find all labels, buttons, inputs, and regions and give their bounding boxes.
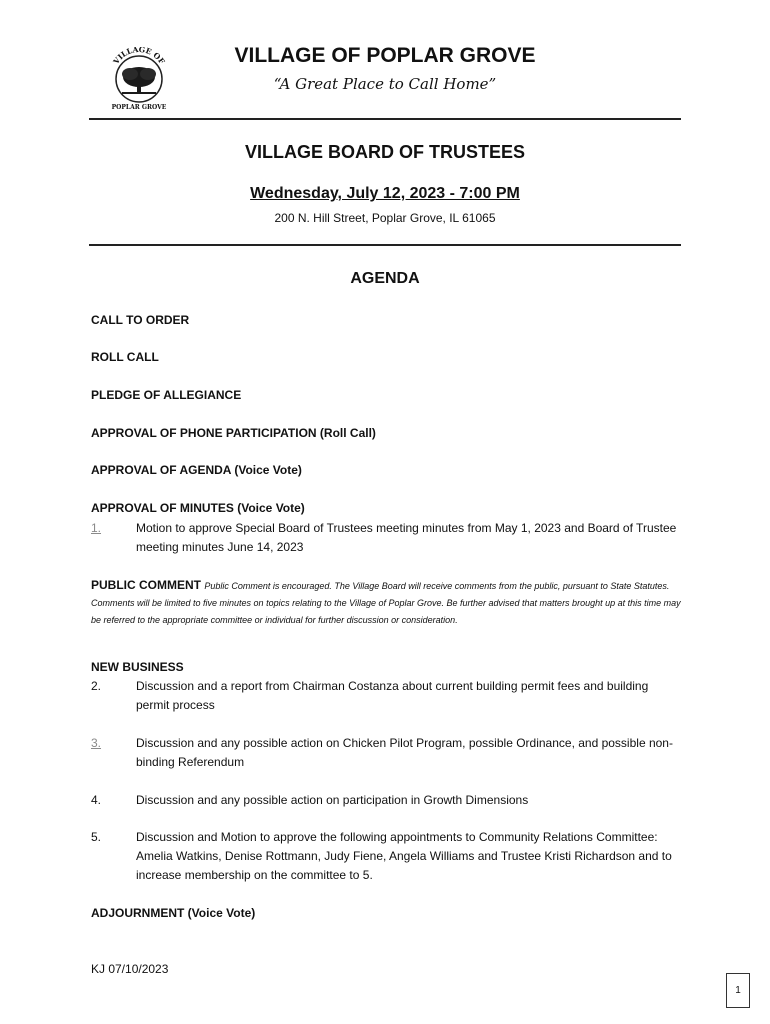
meeting-address: 200 N. Hill Street, Poplar Grove, IL 61065 <box>274 211 496 225</box>
pledge-of-allegiance: PLEDGE OF ALLEGIANCE <box>91 388 242 402</box>
page-number: 1 <box>726 973 750 1008</box>
board-heading: VILLAGE BOARD OF TRUSTEES <box>244 142 525 162</box>
public-comment-heading: PUBLIC COMMENT <box>91 578 201 592</box>
item-4-number: 4. <box>91 793 102 807</box>
divider-bottom <box>89 244 681 246</box>
new-business-heading: NEW BUSINESS <box>91 660 184 674</box>
item-3-text: Discussion and any possible action on Chicken Pilot Program, possible Ordinance, and possible non-binding Referendum <box>136 736 673 769</box>
approval-phone-participation: APPROVAL OF PHONE PARTICIPATION (Roll Call) <box>91 426 376 440</box>
approval-of-minutes: APPROVAL OF MINUTES (Voice Vote) <box>91 501 305 515</box>
item-1-number-link[interactable]: 1. <box>91 521 102 535</box>
call-to-order: CALL TO ORDER <box>91 313 190 327</box>
divider-top <box>89 118 681 120</box>
item-1-text: Motion to approve Special Board of Trustees meeting minutes from May 1, 2023 and Board of Trustee meeting minutes June 14, 2023 <box>136 521 677 554</box>
agenda-heading: AGENDA <box>350 270 420 287</box>
public-comment-body: Public Comment is encouraged. The Village Board will receive comments from the public, pursuant to State Statutes. Comments will be limited to five minutes on topics relating to the Village of Poplar Grove. Be further advised that matters brought up at this time may be referred to the appropriate committee or individual for further discussion or consideration. <box>91 581 681 625</box>
item-5-number: 5. <box>91 830 102 844</box>
logo-text-top: VILLAGE OF <box>111 47 167 66</box>
item-2-text: Discussion and a report from Chairman Costanza about current building permit fees and building permit process <box>136 679 649 712</box>
logo-text-bottom: POPLAR GROVE <box>111 104 167 111</box>
meeting-date-time: Wednesday, July 12, 2023 - 7:00 PM <box>250 185 520 202</box>
footer-note: KJ 07/10/2023 <box>91 962 169 976</box>
approval-of-agenda: APPROVAL OF AGENDA (Voice Vote) <box>91 463 302 477</box>
roll-call: ROLL CALL <box>91 350 159 364</box>
item-5-text: Discussion and Motion to approve the following appointments to Community Relations Committee: Amelia Watkins, Denise Rottmann, Judy Fiene, Angela Williams and Trustee Kristi Richardson and to increase membership on the committee to 5. <box>136 830 672 882</box>
public-comment <box>91 577 681 628</box>
adjournment: ADJOURNMENT (Voice Vote) <box>91 906 256 920</box>
item-3-number-link[interactable]: 3. <box>91 736 102 750</box>
page-title: VILLAGE OF POPLAR GROVE <box>234 44 536 67</box>
tagline: “A Great Place to Call Home” <box>273 75 497 93</box>
item-4-text: Discussion and any possible action on participation in Growth Dimensions <box>136 793 529 807</box>
item-2-number: 2. <box>91 679 102 693</box>
